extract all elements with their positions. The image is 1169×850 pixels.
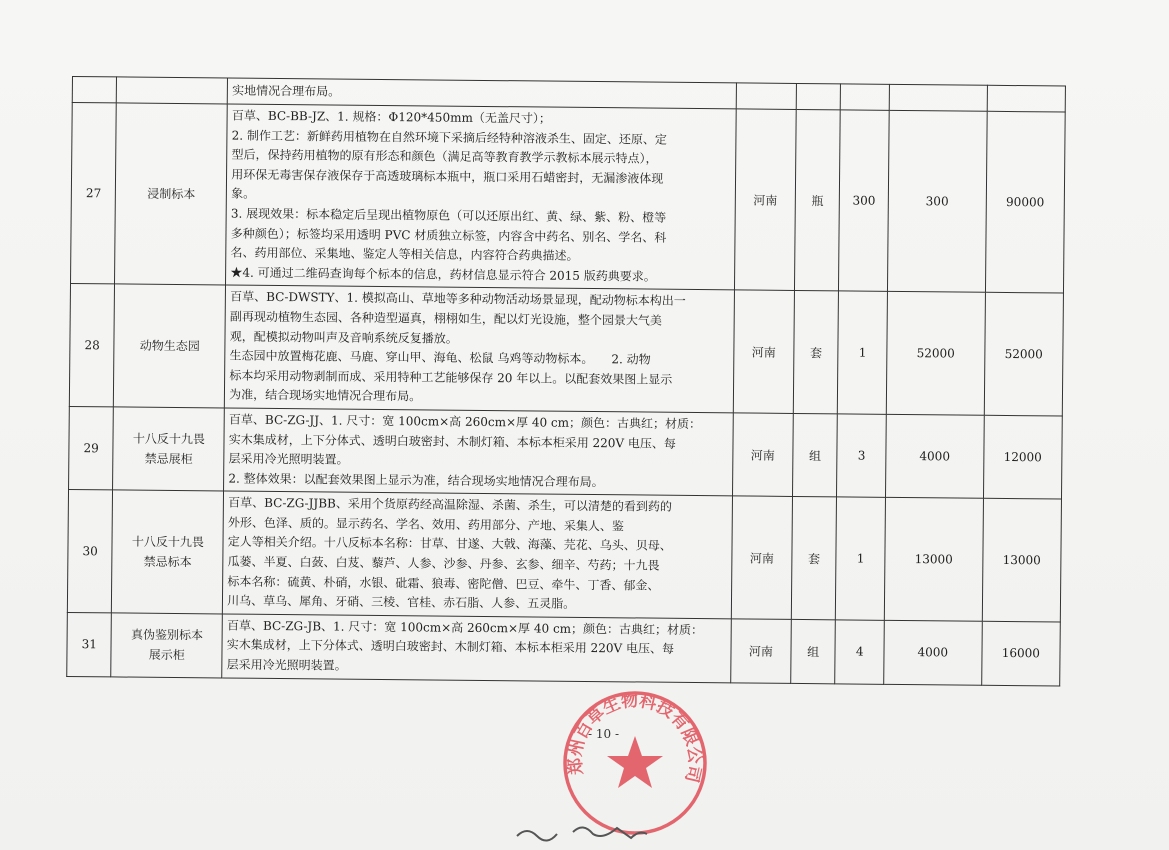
desc-line: 副再现动植物生态园、各种造型逼真，栩栩如生，配以灯光设施，整个园景大气美 (229, 309, 663, 328)
item-number: 30 (67, 490, 113, 613)
cell-no (72, 77, 117, 103)
desc-line: 瓜蒌、半夏、白蔹、白芨、藜芦、人参、沙参、丹参、玄参、细辛、芍药；十九畏 (227, 554, 660, 573)
desc-line: 观，配模拟动物叫声及音响系统反复播放。 (229, 329, 458, 346)
item-unit: 组 (792, 413, 837, 497)
desc-line: 标本均采用动物剥制而成、采用特种工艺能够保存 20 年以上。以配套效果图上显示 (229, 368, 673, 387)
item-name: 浸制标本 (115, 103, 228, 285)
cell-origin (736, 83, 796, 110)
item-unit-price: 4000 (884, 620, 982, 685)
item-description (222, 614, 731, 683)
item-unit-price: 4000 (885, 414, 984, 498)
desc-line: 定人等相关介绍。十八反标本名称：甘草、甘遂、大戟、海藻、芫花、乌头、贝母、 (227, 534, 672, 554)
item-number: 28 (69, 284, 115, 407)
item-number: 27 (71, 103, 117, 285)
item-total: 12000 (983, 415, 1062, 499)
item-description (223, 491, 733, 618)
desc-line: 层采用冷光照明装置。 (228, 451, 349, 467)
name-line: 十八反十九畏 (131, 534, 204, 550)
desc-line: 3. 展现效果：标本稳定后呈现出植物原色（可以还原出红、黄、绿、紫、粉、橙等 (230, 206, 667, 225)
desc-line: 标本名称：硫黄、朴硝，水银、砒霜、狼毒、密陀僧、巴豆、牵牛、丁香、郁金、 (227, 574, 660, 593)
item-name (111, 613, 222, 678)
desc-line: 百草、BC-ZG-JJ、1. 尺寸：宽 100cm×高 260cm×厚 40 cm；颜色：古典红；材质： (228, 412, 702, 431)
item-quantity: 1 (838, 291, 888, 414)
item-total: 52000 (984, 293, 1063, 416)
item-origin: 河南 (731, 496, 792, 619)
table-row (67, 612, 1061, 685)
table-row (69, 406, 1063, 499)
name-line: 禁忌展柜 (144, 451, 193, 467)
desc-line: 实木集成材，上下分体式、透明白玻密封、木制灯箱、本标本柜采用 220V 电压、每 (226, 637, 675, 657)
item-origin: 河南 (732, 413, 793, 497)
cell-price (889, 84, 987, 111)
item-name: 动物生态园 (114, 284, 226, 408)
desc-line: 百草、BC-ZG-JB、1. 尺寸：宽 100cm×高 260cm×厚 40 cm；颜色：古典红；材质： (226, 618, 704, 637)
handwritten-signature (513, 818, 653, 846)
item-origin: 河南 (733, 290, 794, 413)
desc-line: 百草、BC-DWSTY、1. 模拟高山、草地等多种动物活动场景显现，配动物标本构出一 (230, 289, 686, 309)
spec-table (66, 76, 1066, 686)
cell-desc: 实地情况合理布局。 (227, 78, 736, 109)
desc-line: 百草、BC-ZG-JJBB、采用个货原药经高温除湿、杀菌、杀生，可以清楚的看到药的 (228, 495, 672, 515)
desc-line: 实木集成材，上下分体式、透明白玻密封、木制灯箱、本标本柜采用 220V 电压、每 (228, 432, 677, 451)
desc-line: ★4. 可通过二维码查询每个标本的信息，药材信息显示符合 2015 版药典要求。 (230, 265, 656, 284)
desc-line: 象。 (231, 186, 256, 202)
item-unit-price: 52000 (886, 292, 985, 415)
desc-line: 2. 制作工艺：新鲜药用植物在自然环境下采摘后经特种溶液杀生、固定、还原、定 (231, 128, 668, 147)
item-name (112, 490, 224, 614)
page-number: - 10 - (588, 727, 620, 741)
cell-total (987, 85, 1066, 112)
item-total: 13000 (982, 499, 1061, 622)
item-name (113, 407, 225, 491)
desc-line: 川乌、草乌、犀角、牙硝、三棱、官桂、赤石脂、人参、五灵脂。 (227, 593, 576, 612)
item-origin: 河南 (731, 619, 792, 683)
item-number: 29 (69, 406, 114, 490)
cell-qty (841, 84, 890, 110)
cell-unit (796, 83, 841, 109)
name-line: 展示柜 (148, 647, 185, 663)
desc-line: 多种颜色）；标签均采用透明 PVC 材质独立标签，内容含中药名、别名、学名、科 (230, 226, 667, 245)
item-unit: 套 (793, 291, 839, 414)
desc-line: 层采用冷光照明装置。 (226, 657, 347, 673)
item-number: 31 (67, 612, 112, 676)
item-quantity: 4 (835, 620, 884, 684)
desc-line: 外形、色泽、质的。显示药名、学名、效用、药用部分、产地、采集人、鉴 (227, 515, 625, 534)
seal-text: 郑州百草生物科技有限公司 (565, 690, 705, 785)
desc-line: 名、药用部位、采集地、鉴定人等相关信息，内容符合药典描述。 (230, 245, 579, 264)
desc-line: 百草、BC-BB-JZ、1. 规格：Φ120*450mm（无盖尺寸）； (231, 108, 551, 126)
name-line: 真伪鉴别标本 (130, 627, 204, 643)
name-line: 十八反十九畏 (132, 431, 205, 447)
item-origin: 河南 (734, 109, 796, 291)
table-row (67, 490, 1061, 622)
desc-line: 用环保无毒害保存液保存于高透玻璃标本瓶中，瓶口采用石蜡密封，无漏渗液体现 (231, 167, 664, 186)
item-description (224, 408, 733, 496)
table-row (69, 284, 1063, 416)
item-unit-price: 13000 (884, 498, 983, 621)
item-unit: 瓶 (794, 109, 840, 291)
cell-name (117, 77, 228, 104)
desc-line: 生态园中放置梅花鹿、马鹿、穿山甲、海龟、松鼠 乌鸡等动物标本。 2. 动物 (229, 348, 651, 367)
item-quantity: 300 (839, 110, 889, 292)
item-quantity: 3 (837, 414, 886, 498)
item-description (225, 285, 735, 412)
item-unit: 组 (791, 619, 836, 683)
desc-line: 型后，保持药用植物的原有形态和颜色（满足高等教育教学示教标本展示特点）， (231, 147, 658, 166)
item-description (226, 104, 736, 290)
name-line: 禁忌标本 (143, 554, 192, 570)
company-seal-stamp (560, 688, 710, 838)
item-quantity: 1 (836, 497, 886, 620)
desc-line: 为准，结合现场实地情况合理布局。 (229, 387, 422, 404)
table-row (71, 103, 1066, 294)
item-total: 16000 (981, 621, 1060, 686)
item-total: 90000 (985, 111, 1065, 293)
item-unit-price: 300 (887, 110, 986, 292)
desc-line: 2. 整体效果：以配套效果图上显示为准，结合现场实地情况合理布局。 (228, 471, 604, 489)
item-unit: 套 (791, 497, 837, 620)
